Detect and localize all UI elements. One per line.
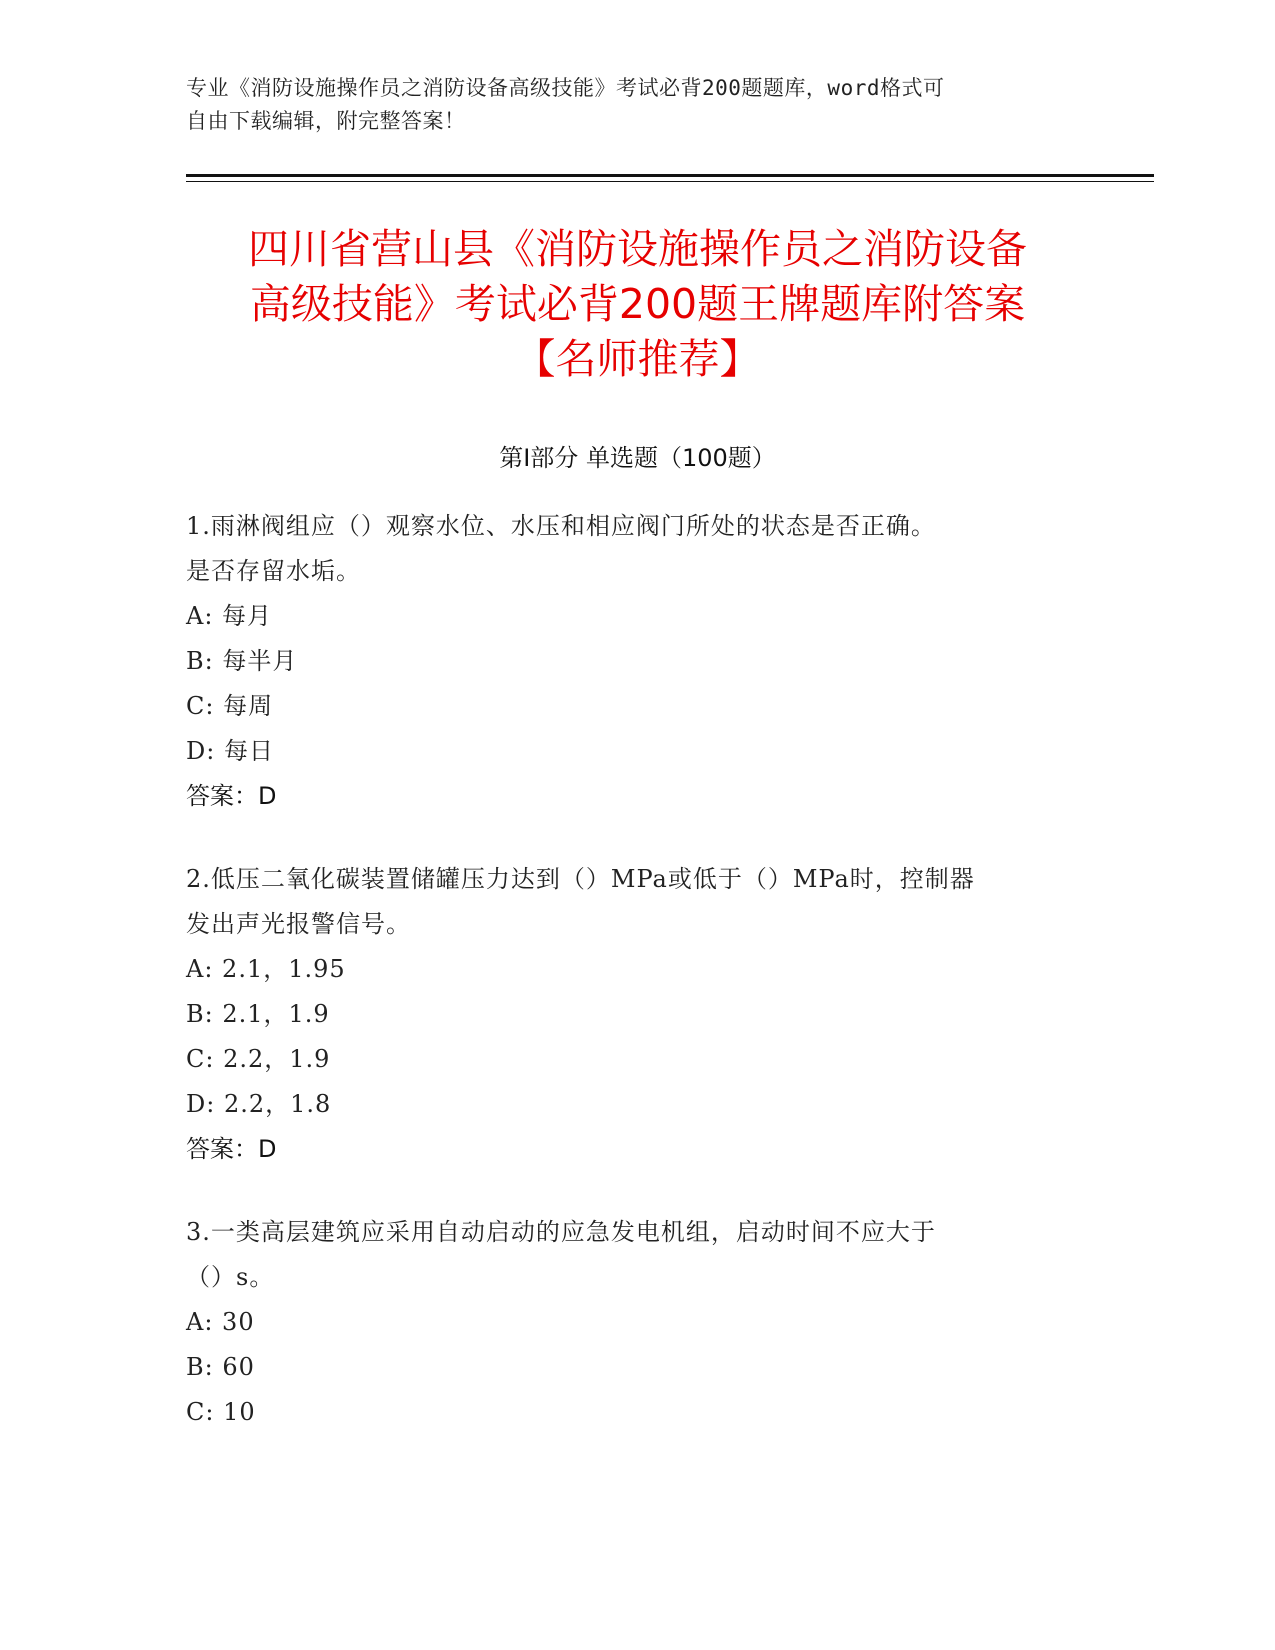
option-d: D: 2.2，1.8 bbox=[186, 1090, 332, 1118]
document-title-line-1: 四川省营山县《消防设施操作员之消防设备 bbox=[248, 225, 1027, 273]
option-a: A: 2.1，1.95 bbox=[186, 955, 346, 983]
header-divider-thin bbox=[186, 181, 1154, 182]
option-c: C: 2.2，1.9 bbox=[186, 1045, 331, 1073]
option-a: A: 30 bbox=[186, 1308, 255, 1336]
document-title-line-3: 【名师推荐】 bbox=[514, 335, 761, 383]
question-3 bbox=[186, 1210, 1086, 1435]
option-d: D: 每日 bbox=[186, 737, 274, 765]
question-stem-line-2: 发出声光报警信号。 bbox=[186, 910, 411, 938]
document-title-line-2: 高级技能》考试必背200题王牌题库附答案 bbox=[249, 280, 1026, 328]
question-1 bbox=[186, 504, 1086, 819]
answer: 答案：D bbox=[186, 1135, 277, 1163]
option-a: A: 每月 bbox=[186, 602, 273, 630]
question-stem-line-1: 2.低压二氧化碳装置储罐压力达到（）MPa或低于（）MPa时，控制器 bbox=[186, 865, 975, 893]
section-heading: 第Ⅰ部分 单选题（100题） bbox=[499, 444, 776, 472]
question-2 bbox=[186, 857, 1086, 1172]
option-c: C: 每周 bbox=[186, 692, 274, 720]
answer: 答案：D bbox=[186, 782, 277, 810]
header-note-line-1: 专业《消防设施操作员之消防设备高级技能》考试必背200题题库，word格式可 bbox=[186, 76, 945, 100]
question-stem-line-2: 是否存留水垢。 bbox=[186, 557, 361, 585]
document-title bbox=[130, 222, 1145, 387]
header-note-line-2: 自由下载编辑，附完整答案！ bbox=[186, 109, 466, 133]
question-stem-line-1: 1.雨淋阀组应（）观察水位、水压和相应阀门所处的状态是否正确。 bbox=[186, 512, 936, 540]
option-c: C: 10 bbox=[186, 1398, 256, 1426]
header-divider-thick bbox=[186, 174, 1154, 177]
option-b: B: 每半月 bbox=[186, 647, 298, 675]
question-stem-line-1: 3.一类高层建筑应采用自动启动的应急发电机组，启动时间不应大于 bbox=[186, 1218, 936, 1246]
option-b: B: 2.1，1.9 bbox=[186, 1000, 330, 1028]
header-note bbox=[186, 72, 1066, 138]
option-b: B: 60 bbox=[186, 1353, 255, 1381]
question-stem-line-2: （）s。 bbox=[186, 1263, 275, 1291]
